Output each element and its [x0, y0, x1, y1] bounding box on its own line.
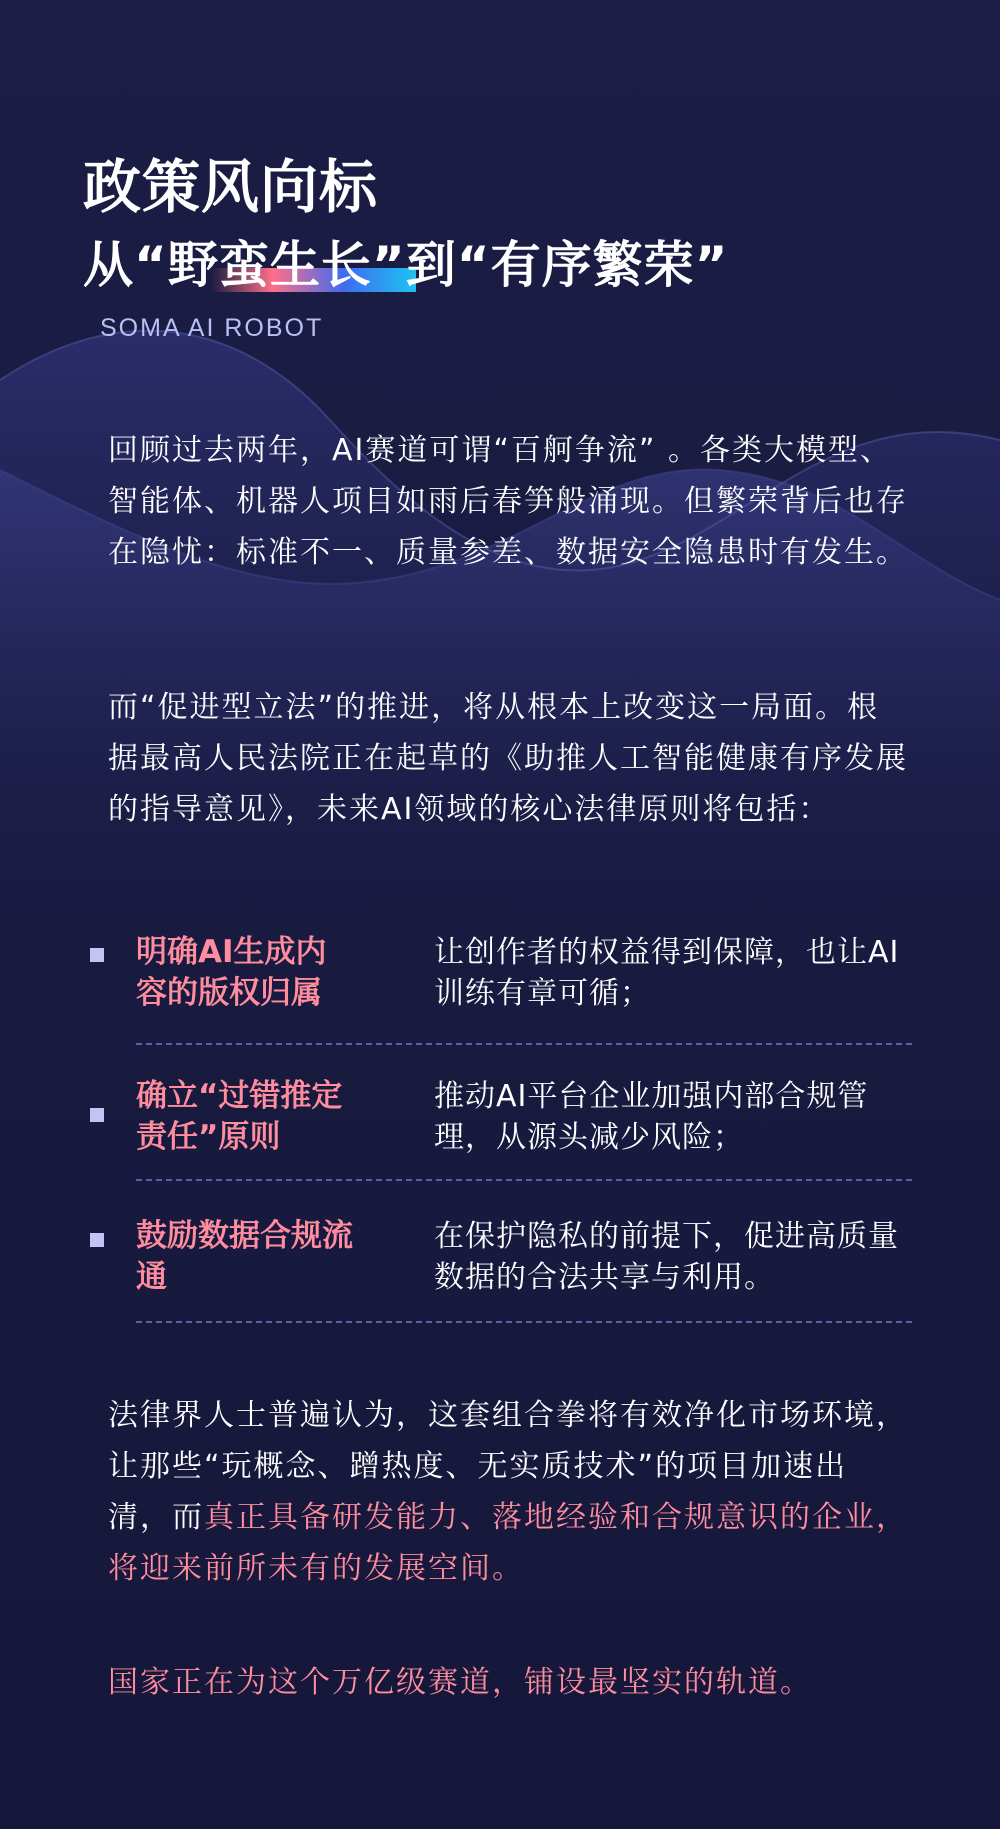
- bullet-square-icon: [90, 948, 104, 962]
- divider: [136, 1043, 912, 1045]
- principle-title: 明确AI生成内容的版权归属: [136, 934, 327, 1011]
- principle-title: 确立“过错推定责任”原则: [136, 1078, 343, 1155]
- page-subtitle-line: [83, 232, 728, 298]
- conclusion-text: 法律界人士普遍认为，这套组合拳将有效净化市场环境，让那些“玩概念、蹭热度、无实质技术”的项目加速出清，而: [108, 1398, 908, 1535]
- conclusion-highlight: 真正具备研发能力、落地经验和合规意识的企业，将迎来前所未有的发展空间。: [108, 1500, 908, 1586]
- bullet-square-icon: [90, 1233, 104, 1247]
- title-part-before: 从“野: [83, 236, 219, 294]
- intro-paragraph-1: 回顾过去两年，AI赛道可谓“百舸争流” 。各类大模型、智能体、机器人项目如雨后春笋般涌现。但繁荣背后也存在隐忧：标准不一、质量参差、数据安全隐患时有发生。: [108, 433, 908, 570]
- divider: [136, 1321, 912, 1323]
- conclusion-paragraph: [108, 1390, 908, 1594]
- intro-paragraph-2: 而“促进型立法”的推进，将从根本上改变这一局面。根据最高人民法院正在起草的《助推人工智能健康有序发展的指导意见》，未来AI领域的核心法律原则将包括：: [108, 690, 908, 827]
- principle-item: [0, 1216, 1000, 1306]
- brand-tagline: SOMA AI ROBOT: [100, 314, 324, 342]
- closing-statement: 国家正在为这个万亿级赛道，铺设最坚实的轨道。: [108, 1665, 812, 1700]
- principle-description: 在保护隐私的前提下，促进高质量数据的合法共享与利用。: [434, 1219, 899, 1295]
- divider: [136, 1179, 912, 1181]
- bullet-square-icon: [90, 1108, 104, 1122]
- principle-item: [0, 932, 1000, 1022]
- page-title: 政策风向标: [83, 153, 379, 221]
- principle-description: 让创作者的权益得到保障，也让AI训练有章可循；: [434, 935, 900, 1011]
- principle-title: 鼓励数据合规流通: [136, 1218, 353, 1295]
- title-highlight: 蛮生长: [219, 232, 372, 298]
- title-part-after: ”到“有序繁荣”: [371, 236, 729, 294]
- principle-item: [0, 1076, 1000, 1166]
- principle-description: 推动AI平台企业加强内部合规管理，从源头减少风险；: [434, 1079, 869, 1155]
